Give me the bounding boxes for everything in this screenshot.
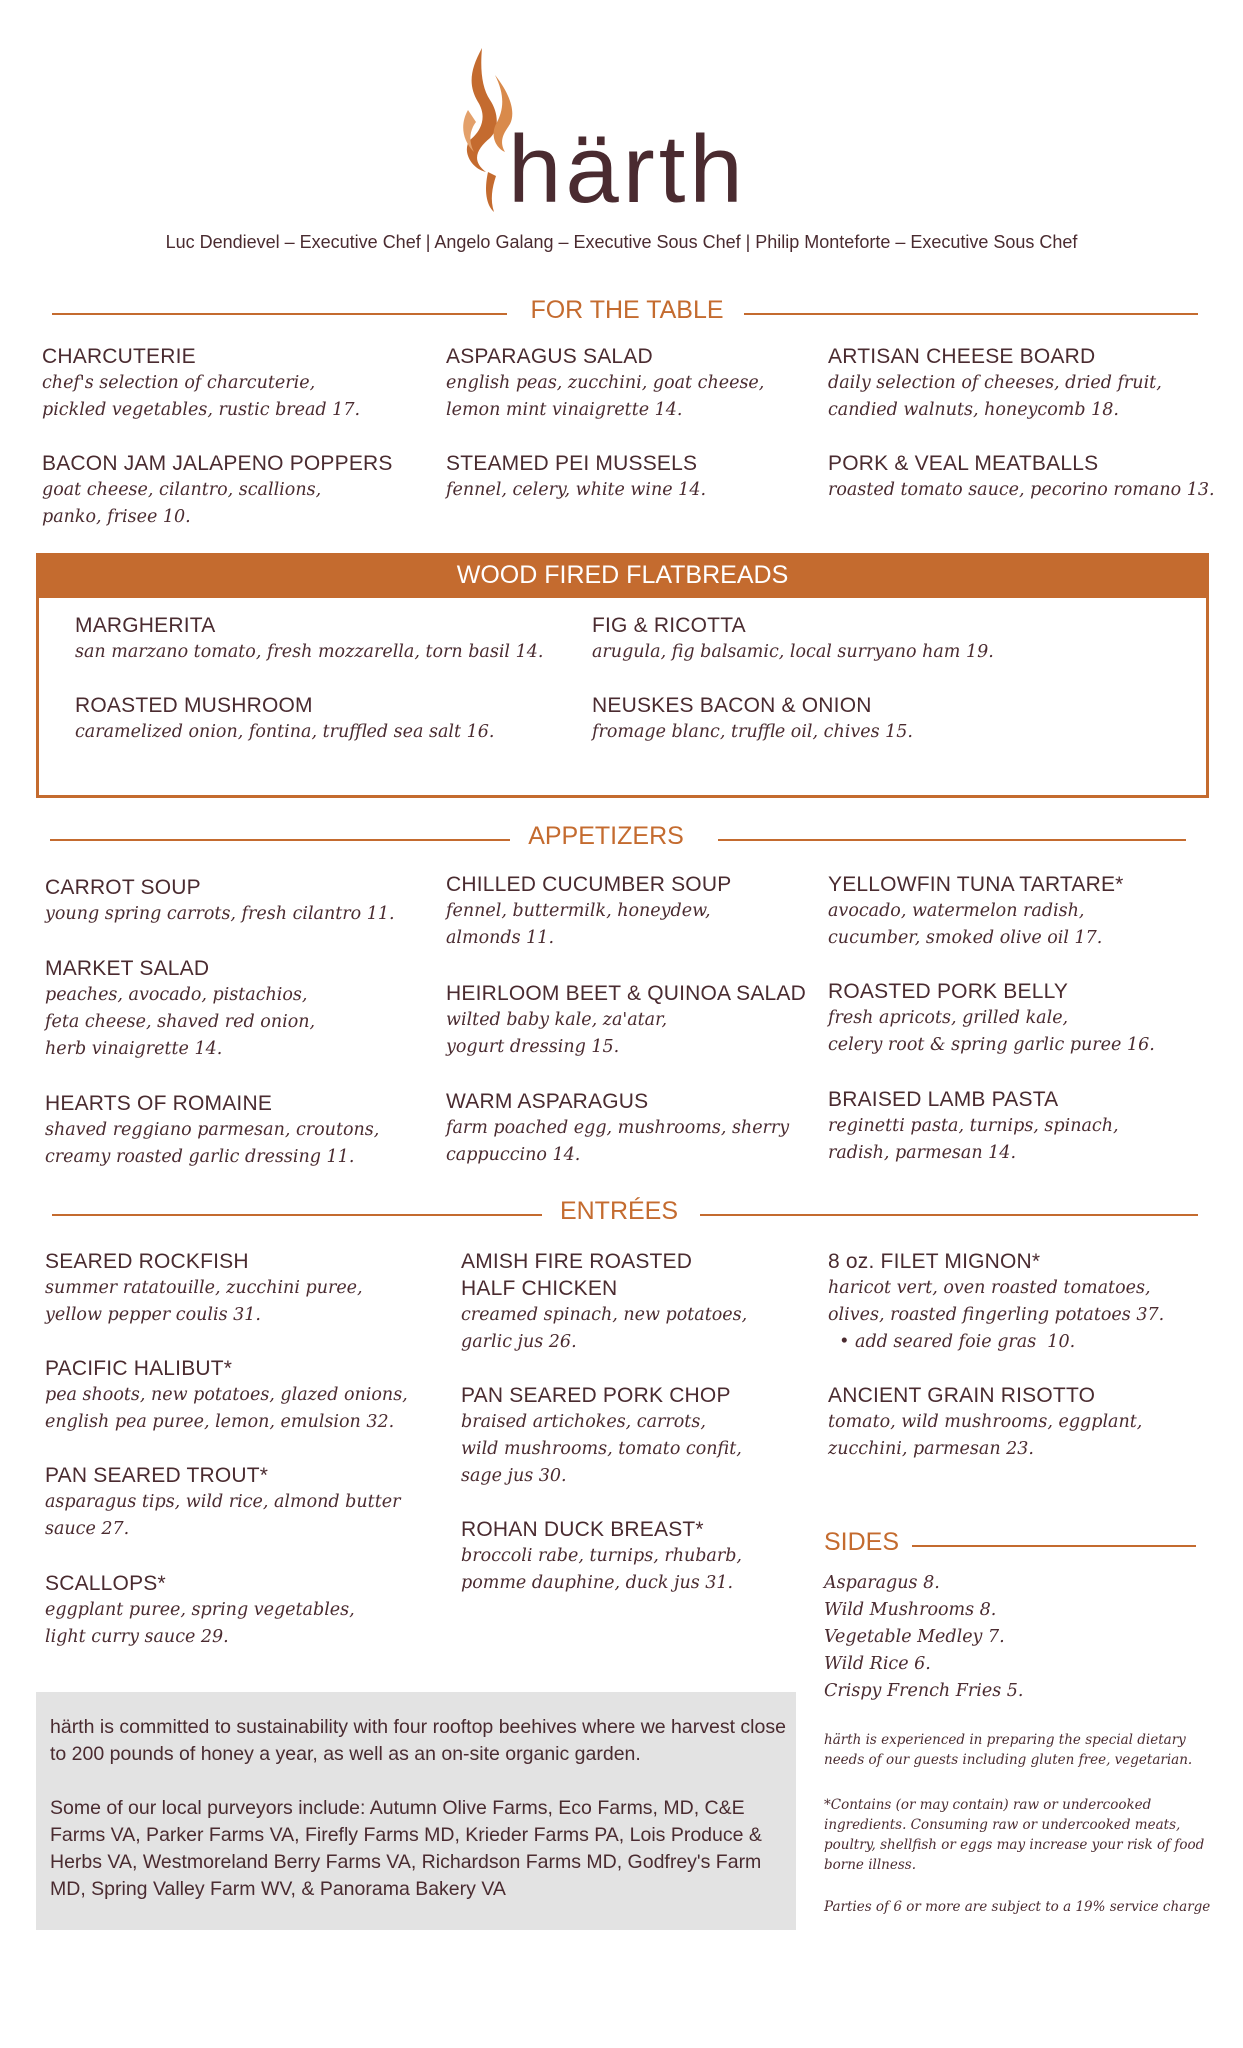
note-line: ingredients. Consuming raw or undercooked meats, bbox=[824, 1817, 1181, 1833]
note-line: Parties of 6 or more are subject to a 19% service charge bbox=[824, 1899, 1211, 1915]
item-desc: english pea puree, lemon, emulsion 32. bbox=[45, 1412, 395, 1432]
item-desc: radish, parmesan 14. bbox=[828, 1143, 1017, 1163]
item-desc: haricot vert, oven roasted tomatoes, bbox=[828, 1278, 1151, 1298]
menu-item bbox=[45, 1462, 400, 1543]
item-name: SEARED ROCKFISH bbox=[45, 1250, 249, 1273]
item-desc: creamy roasted garlic dressing 11. bbox=[45, 1147, 355, 1167]
sides-list bbox=[824, 1570, 1023, 1705]
menu-item bbox=[828, 1086, 1119, 1167]
item-desc: lemon mint vinaigrette 14. bbox=[446, 400, 683, 420]
menu-item bbox=[461, 1382, 742, 1490]
item-addon: • add seared foie gras 10. bbox=[828, 1332, 1076, 1352]
item-desc: san marzano tomato, fresh mozzarella, torn basil 14. bbox=[75, 642, 544, 662]
item-desc: olives, roasted fingerling potatoes 37. bbox=[828, 1305, 1165, 1325]
menu-item bbox=[45, 1570, 355, 1651]
item-desc: fennel, buttermilk, honeydew, bbox=[446, 901, 711, 921]
side-item: Wild Mushrooms 8. bbox=[824, 1600, 997, 1620]
divider-line bbox=[52, 313, 507, 315]
item-name: 8 oz. FILET MIGNON* bbox=[828, 1250, 1041, 1273]
item-desc: caramelized onion, fontina, truffled sea salt 16. bbox=[75, 722, 495, 742]
raw-food-warning bbox=[824, 1795, 1204, 1875]
menu-item bbox=[446, 1088, 789, 1169]
item-desc: celery root & spring garlic puree 16. bbox=[828, 1035, 1155, 1055]
menu-item bbox=[446, 871, 731, 952]
item-desc: cucumber, smoked olive oil 17. bbox=[828, 928, 1103, 948]
item-desc: zucchini, parmesan 23. bbox=[828, 1439, 1034, 1459]
menu-item bbox=[828, 343, 1162, 424]
side-item: Asparagus 8. bbox=[824, 1573, 940, 1593]
item-name: FIG & RICOTTA bbox=[592, 614, 746, 637]
item-desc: sage jus 30. bbox=[461, 1466, 567, 1486]
item-desc: pomme dauphine, duck jus 31. bbox=[461, 1573, 734, 1593]
item-name: HALF CHICKEN bbox=[461, 1277, 618, 1300]
item-desc: summer ratatouille, zucchini puree, bbox=[45, 1278, 363, 1298]
section-for-the-table bbox=[52, 296, 1198, 330]
menu-item bbox=[45, 1355, 408, 1436]
item-name: ROASTED PORK BELLY bbox=[828, 980, 1069, 1003]
item-desc: tomato, wild mushrooms, eggplant, bbox=[828, 1412, 1143, 1432]
note-line: poultry, shellfish or eggs may increase your risk of food bbox=[824, 1837, 1205, 1853]
menu-item bbox=[828, 871, 1124, 952]
menu-item bbox=[45, 955, 315, 1063]
section-sides bbox=[824, 1528, 1196, 1562]
item-name: YELLOWFIN TUNA TARTARE* bbox=[828, 873, 1124, 896]
item-name: HEIRLOOM BEET & QUINOA SALAD bbox=[446, 982, 806, 1005]
menu-item bbox=[828, 978, 1155, 1059]
section-title: APPETIZERS bbox=[528, 822, 684, 850]
item-desc: light curry sauce 29. bbox=[45, 1627, 229, 1647]
sustainability-text: härth is committed to sustainability with four rooftop beehives where we harvest close to 200 pounds of honey a year, as well as an on-site organic garden. bbox=[50, 1716, 786, 1765]
item-name: AMISH FIRE ROASTED bbox=[461, 1250, 693, 1273]
dietary-note bbox=[824, 1730, 1192, 1770]
menu-item bbox=[446, 450, 706, 504]
side-item: Vegetable Medley 7. bbox=[824, 1627, 1005, 1647]
item-name: PAN SEARED PORK CHOP bbox=[461, 1384, 731, 1407]
divider-line bbox=[744, 313, 1198, 315]
item-name: BRAISED LAMB PASTA bbox=[828, 1088, 1059, 1111]
menu-item bbox=[446, 343, 764, 424]
section-title: FOR THE TABLE bbox=[530, 296, 724, 324]
item-desc: chef's selection of charcuterie, bbox=[42, 373, 316, 393]
service-charge-note bbox=[824, 1897, 1210, 1917]
menu-item bbox=[42, 343, 360, 424]
item-desc: broccoli rabe, turnips, rhubarb, bbox=[461, 1546, 742, 1566]
item-desc: roasted tomato sauce, pecorino romano 13. bbox=[828, 480, 1215, 500]
flatbreads-title: WOOD FIRED FLATBREADS bbox=[36, 553, 1209, 598]
note-line: borne illness. bbox=[824, 1857, 916, 1873]
menu-item bbox=[45, 1090, 379, 1171]
item-name: HEARTS OF ROMAINE bbox=[45, 1092, 273, 1115]
menu-item bbox=[45, 1248, 363, 1329]
divider-line bbox=[912, 1545, 1196, 1547]
item-desc: fresh apricots, grilled kale, bbox=[828, 1008, 1069, 1028]
side-item: Wild Rice 6. bbox=[824, 1654, 931, 1674]
item-name: ANCIENT GRAIN RISOTTO bbox=[828, 1384, 1096, 1407]
sustainability-box bbox=[36, 1692, 796, 1930]
item-desc: yogurt dressing 15. bbox=[446, 1037, 620, 1057]
menu-item bbox=[592, 692, 913, 746]
item-desc: reginetti pasta, turnips, spinach, bbox=[828, 1116, 1119, 1136]
item-name: MARGHERITA bbox=[75, 614, 216, 637]
item-desc: pickled vegetables, rustic bread 17. bbox=[42, 400, 361, 420]
menu-item bbox=[828, 450, 1215, 504]
item-desc: panko, frisee 10. bbox=[42, 507, 191, 527]
menu-item bbox=[828, 1382, 1142, 1463]
item-desc: daily selection of cheeses, dried fruit, bbox=[828, 373, 1162, 393]
item-name: PORK & VEAL MEATBALLS bbox=[828, 452, 1099, 475]
item-name: SCALLOPS* bbox=[45, 1572, 166, 1595]
menu-item bbox=[42, 450, 393, 531]
menu-item bbox=[75, 692, 494, 746]
item-name: ASPARAGUS SALAD bbox=[446, 345, 653, 368]
menu-item bbox=[592, 612, 994, 666]
item-desc: garlic jus 26. bbox=[461, 1332, 577, 1352]
item-desc: candied walnuts, honeycomb 18. bbox=[828, 400, 1119, 420]
item-desc: shaved reggiano parmesan, croutons, bbox=[45, 1120, 380, 1140]
menu-item bbox=[45, 874, 395, 928]
item-desc: yellow pepper coulis 31. bbox=[45, 1305, 261, 1325]
flame-icon bbox=[463, 48, 512, 212]
item-name: CARROT SOUP bbox=[45, 876, 201, 899]
menu-item bbox=[75, 612, 543, 666]
item-desc: english peas, zucchini, goat cheese, bbox=[446, 373, 765, 393]
item-desc: eggplant puree, spring vegetables, bbox=[45, 1600, 355, 1620]
divider-line bbox=[700, 1214, 1198, 1216]
item-desc: sauce 27. bbox=[45, 1519, 130, 1539]
menu-item bbox=[446, 980, 806, 1061]
item-name: WARM ASPARAGUS bbox=[446, 1090, 649, 1113]
item-desc: feta cheese, shaved red onion, bbox=[45, 1012, 316, 1032]
note-line: härth is experienced in preparing the special dietary bbox=[824, 1732, 1186, 1748]
item-desc: farm poached egg, mushrooms, sherry bbox=[446, 1118, 790, 1138]
item-desc: herb vinaigrette 14. bbox=[45, 1039, 223, 1059]
item-desc: young spring carrots, fresh cilantro 11. bbox=[45, 904, 395, 924]
item-desc: creamed spinach, new potatoes, bbox=[461, 1305, 748, 1325]
item-desc: fromage blanc, truffle oil, chives 15. bbox=[592, 722, 913, 742]
purveyors-text: Some of our local purveyors include: Autumn Olive Farms, Eco Farms, MD, C&E Farms VA, Parker Farms VA, Firefly Farms MD, Krieder Farms PA, Lois Produce & Herbs VA, Westmoreland Berry Farms VA, Richardson Farms MD, Godfrey's Farm MD, Spring Valley Farm WV, & Panorama Bakery VA bbox=[50, 1797, 762, 1900]
section-title: SIDES bbox=[824, 1528, 900, 1556]
item-name: ARTISAN CHEESE BOARD bbox=[828, 345, 1096, 368]
item-name: STEAMED PEI MUSSELS bbox=[446, 452, 698, 475]
item-name: MARKET SALAD bbox=[45, 957, 210, 980]
note-line: *Contains (or may contain) raw or undercooked bbox=[824, 1797, 1152, 1813]
section-title: ENTRÉES bbox=[559, 1197, 679, 1225]
divider-line bbox=[718, 839, 1186, 841]
item-desc: almonds 11. bbox=[446, 928, 555, 948]
divider-line bbox=[52, 1214, 542, 1216]
chef-credits: Luc Dendievel – Executive Chef | Angelo Galang – Executive Sous Chef | Philip Monteforte – Executive Sous Chef bbox=[165, 232, 1078, 252]
brand-wordmark: härth bbox=[508, 116, 747, 220]
item-desc: avocado, watermelon radish, bbox=[828, 901, 1085, 921]
item-name: PAN SEARED TROUT* bbox=[45, 1464, 269, 1487]
item-name: PACIFIC HALIBUT* bbox=[45, 1357, 233, 1380]
item-desc: wild mushrooms, tomato confit, bbox=[461, 1439, 742, 1459]
section-appetizers bbox=[50, 822, 1186, 856]
item-desc: wilted baby kale, za'atar, bbox=[446, 1010, 668, 1030]
note-line: needs of our guests including gluten free, vegetarian. bbox=[824, 1752, 1193, 1768]
item-desc: cappuccino 14. bbox=[446, 1145, 581, 1165]
item-name: ROHAN DUCK BREAST* bbox=[461, 1518, 704, 1541]
item-name: BACON JAM JALAPENO POPPERS bbox=[42, 452, 393, 475]
item-desc: fennel, celery, white wine 14. bbox=[446, 480, 707, 500]
menu-item bbox=[828, 1248, 1164, 1356]
item-desc: pea shoots, new potatoes, glazed onions, bbox=[45, 1385, 408, 1405]
section-entrees bbox=[52, 1197, 1198, 1231]
item-desc: arugula, fig balsamic, local surryano ham 19. bbox=[592, 642, 994, 662]
item-desc: goat cheese, cilantro, scallions, bbox=[42, 480, 322, 500]
item-desc: asparagus tips, wild rice, almond butter bbox=[45, 1492, 401, 1512]
item-name: ROASTED MUSHROOM bbox=[75, 694, 313, 717]
item-name: CHARCUTERIE bbox=[42, 345, 196, 368]
menu-item bbox=[461, 1516, 742, 1597]
item-desc: peaches, avocado, pistachios, bbox=[45, 985, 308, 1005]
item-name: NEUSKES BACON & ONION bbox=[592, 694, 872, 717]
menu-item bbox=[461, 1248, 747, 1356]
item-name: CHILLED CUCUMBER SOUP bbox=[446, 873, 732, 896]
harth-logo bbox=[0, 40, 1243, 220]
side-item: Crispy French Fries 5. bbox=[824, 1681, 1024, 1701]
item-desc: braised artichokes, carrots, bbox=[461, 1412, 706, 1432]
divider-line bbox=[50, 839, 510, 841]
